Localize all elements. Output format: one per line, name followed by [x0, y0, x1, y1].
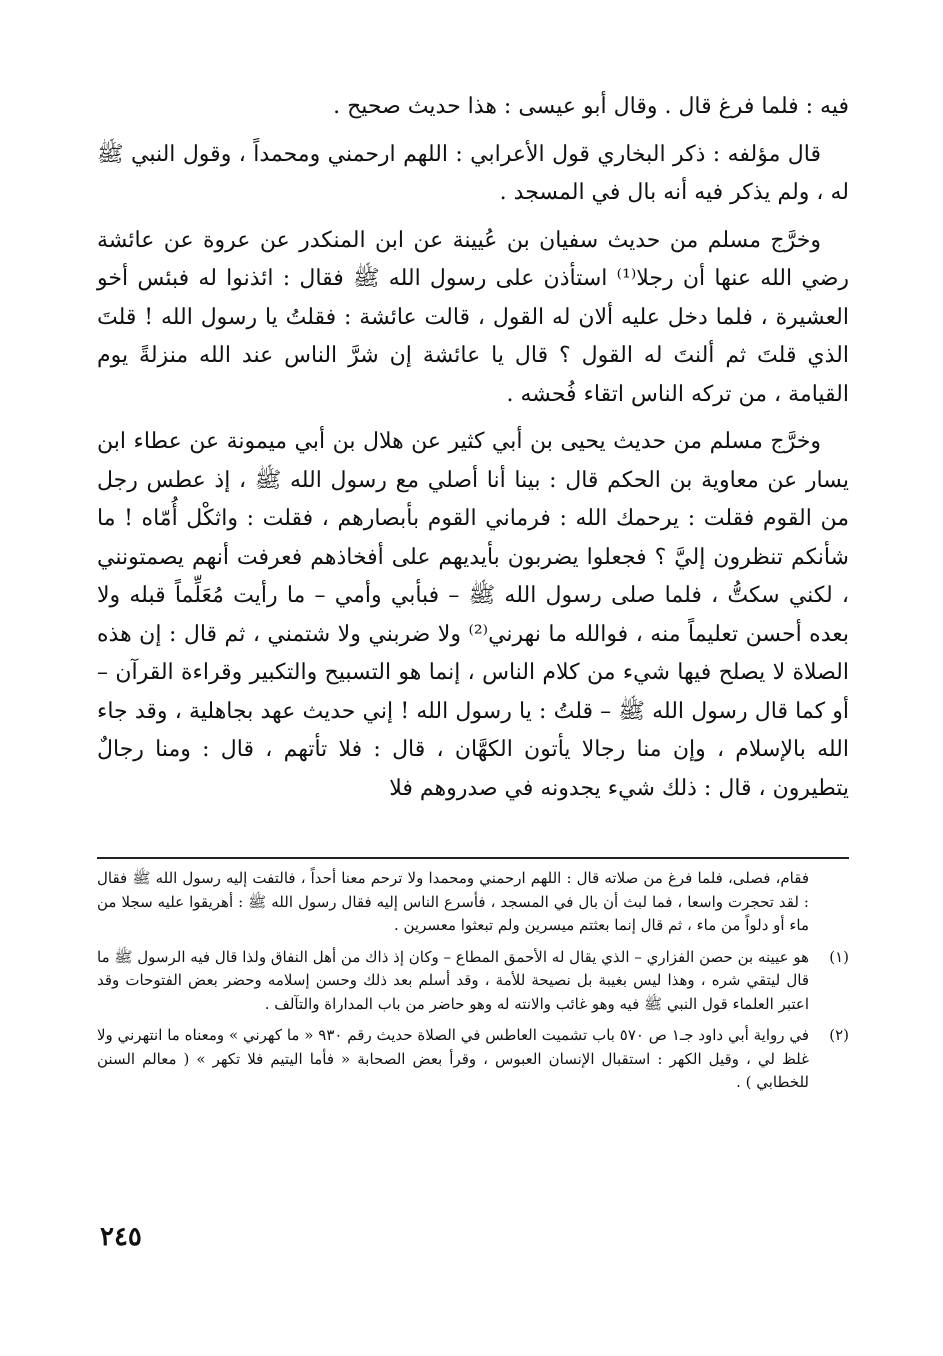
footnote-separator	[97, 857, 849, 859]
footnote-1-text: هو عيينه بن حصن الفزاري – الذي يقال له الأحمق المطاع – وكان إذ ذاك من أهل النفاق ولذا قال فيه الرسول ﷺ ما قال ليتقي شره ، وهذا ليس بغيبة بل نصيحة للأمة ، وقد أسلم بعد ذلك وحسن إسلامه وحضر بعض الفتوحات وقد اعتبر العلماء قول النبي ﷺ فيه وهو غائب والانته له وهو حاضر من باب المداراة والتآلف .	[97, 947, 809, 1013]
paragraph-1: فيه : فلما فرغ قال . وقال أبو عيسى : هذا حديث صحيح .	[333, 94, 849, 119]
paragraph-3: وخرَّج مسلم من حديث سفيان بن عُيينة عن ابن المنكدر عن عروة عن عائشة رضي الله عنها أن رجلا⁽¹⁾ استأذن على رسول الله ﷺ فقال : ائذنوا له فبئس أخو العشيرة ، فلما دخل عليه ألان له القول ، قالت عائشة : فقلتُ يا رسول الله ! قلتَ الذي قلتَ ثم ألنتَ له القول ؟ قال يا عائشة إن شرَّ الناس عند الله منزلةً يوم القيامة ، من تركه الناس اتقاء فُحشه .	[97, 227, 849, 407]
footnote-2-text: في رواية أبي داود جـ١ ص ٥٧٠ باب تشميت العاطس في الصلاة حديث رقم ٩٣٠ « ما كهرني » ومعناه ما انتهرني ولا غلظ لي ، وقيل الكهر : استقبال الإنسان العبوس ، وقرأ بعض الصحابة « فأما اليتيم فلا تكهر » ( معالم السنن للخطابي ) .	[97, 1026, 809, 1091]
footnote-1	[97, 946, 849, 1017]
main-text	[97, 88, 849, 808]
footnote-1-number: (١)	[829, 947, 849, 966]
footnote-2	[97, 1024, 849, 1095]
page-number: ٢٤٥	[100, 1222, 142, 1252]
footnotes	[97, 867, 849, 1103]
paragraph-2: قال مؤلفه : ذكر البخاري قول الأعرابي : اللهم ارحمني ومحمداً ، وقول النبي ﷺ له ، ولم يذكر فيه أنه بال في المسجد .	[97, 141, 849, 205]
paragraph-4: وخرَّج مسلم من حديث يحيى بن أبي كثير عن هلال بن أبي ميمونة عن عطاء ابن يسار عن معاوية بن الحكم قال : بينا أنا أصلي مع رسول الله ﷺ ، إذ عطس رجل من القوم فقلت : يرحمك الله : فرماني القوم بأبصارهم ، فقلت : واثكْل أُمّاه ! ما شأنكم تنظرون إليَّ ؟ فجعلوا يضربون بأيديهم على أفخاذهم فعرفت أنهم يصمتونني ، لكني سكتُّ ، فلما صلى رسول الله ﷺ – فبأبي وأمي – ما رأيت مُعَلِّماً قبله ولا بعده أحسن تعليماً منه ، فوالله ما نهرني⁽²⁾ ولا ضربني ولا شتمني ، ثم قال : إن هذه الصلاة لا يصلح فيها شيء من كلام الناس ، إنما هو التسبيح والتكبير وقراءة القرآن – أو كما قال رسول الله ﷺ – قلتُ : يا رسول الله ! إني حديث عهد بجاهلية ، وقد جاء الله بالإسلام ، وإن منا رجالا يأتون الكهَّان ، قال : فلا تأتهم ، قال : ومنا رجالٌ يتطيرون ، قال : ذلك شيء يجدونه في صدروهم فلا	[97, 429, 849, 801]
footnote-continuation-text: فقام، فصلى، فلما فرغ من صلاته قال : اللهم ارحمني ومحمدا ولا ترحم معنا أحداً ، فالتفت إليه رسول الله ﷺ فقال : لقد تحجرت واسعا ، فما لبث أن بال في المسجد ، فأسرع الناس إليه فقال رسول الله ﷺ : أهريقوا عليه سجلا من ماء أو دلواً من ماء ، ثم قال إنما بعثتم ميسرين ولم تبعثوا معسرين .	[97, 869, 809, 934]
footnote-continuation	[97, 867, 849, 938]
footnote-2-number: (٢)	[829, 1026, 849, 1044]
